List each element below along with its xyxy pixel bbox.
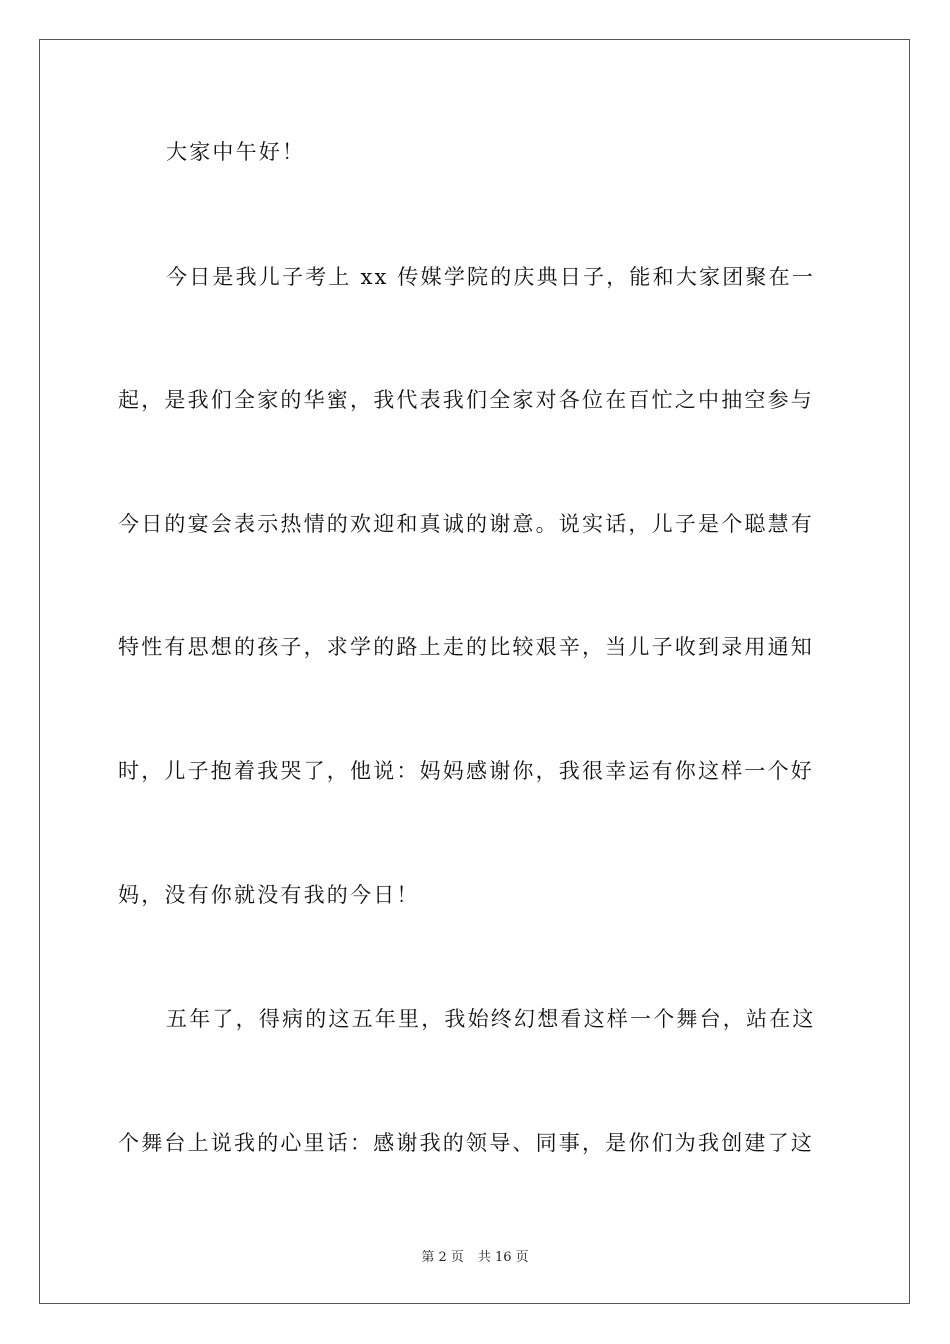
- paragraph-line: 时，儿子抱着我哭了，他说：妈妈感谢你，我很幸运有你这样一个好: [118, 759, 814, 783]
- paragraph-line: 特性有思想的孩子，求学的路上走的比较艰辛，当儿子收到录用通知: [118, 635, 814, 659]
- page-footer: [0, 1246, 950, 1265]
- paragraph-greeting: 大家中午好！: [166, 140, 306, 164]
- paragraph-line: 今日的宴会表示热情的欢迎和真诚的谢意。说实话，儿子是个聪慧有: [118, 512, 814, 536]
- paragraph-line: 五年了，得病的这五年里，我始终幻想看这样一个舞台，站在这: [166, 1007, 816, 1031]
- page-border: [39, 39, 910, 1304]
- paragraph-line: 今日是我儿子考上 xx 传媒学院的庆典日子，能和大家团聚在一: [166, 265, 816, 289]
- paragraph-line: 个舞台上说我的心里话：感谢我的领导、同事，是你们为我创建了这: [118, 1131, 814, 1155]
- paragraph-line: 起，是我们全家的华蜜，我代表我们全家对各位在百忙之中抽空参与: [118, 388, 814, 412]
- paragraph-line: 妈，没有你就没有我的今日！: [118, 883, 420, 907]
- page-total: 共 16 页: [477, 1250, 529, 1265]
- page-number: 第 2 页: [421, 1250, 464, 1265]
